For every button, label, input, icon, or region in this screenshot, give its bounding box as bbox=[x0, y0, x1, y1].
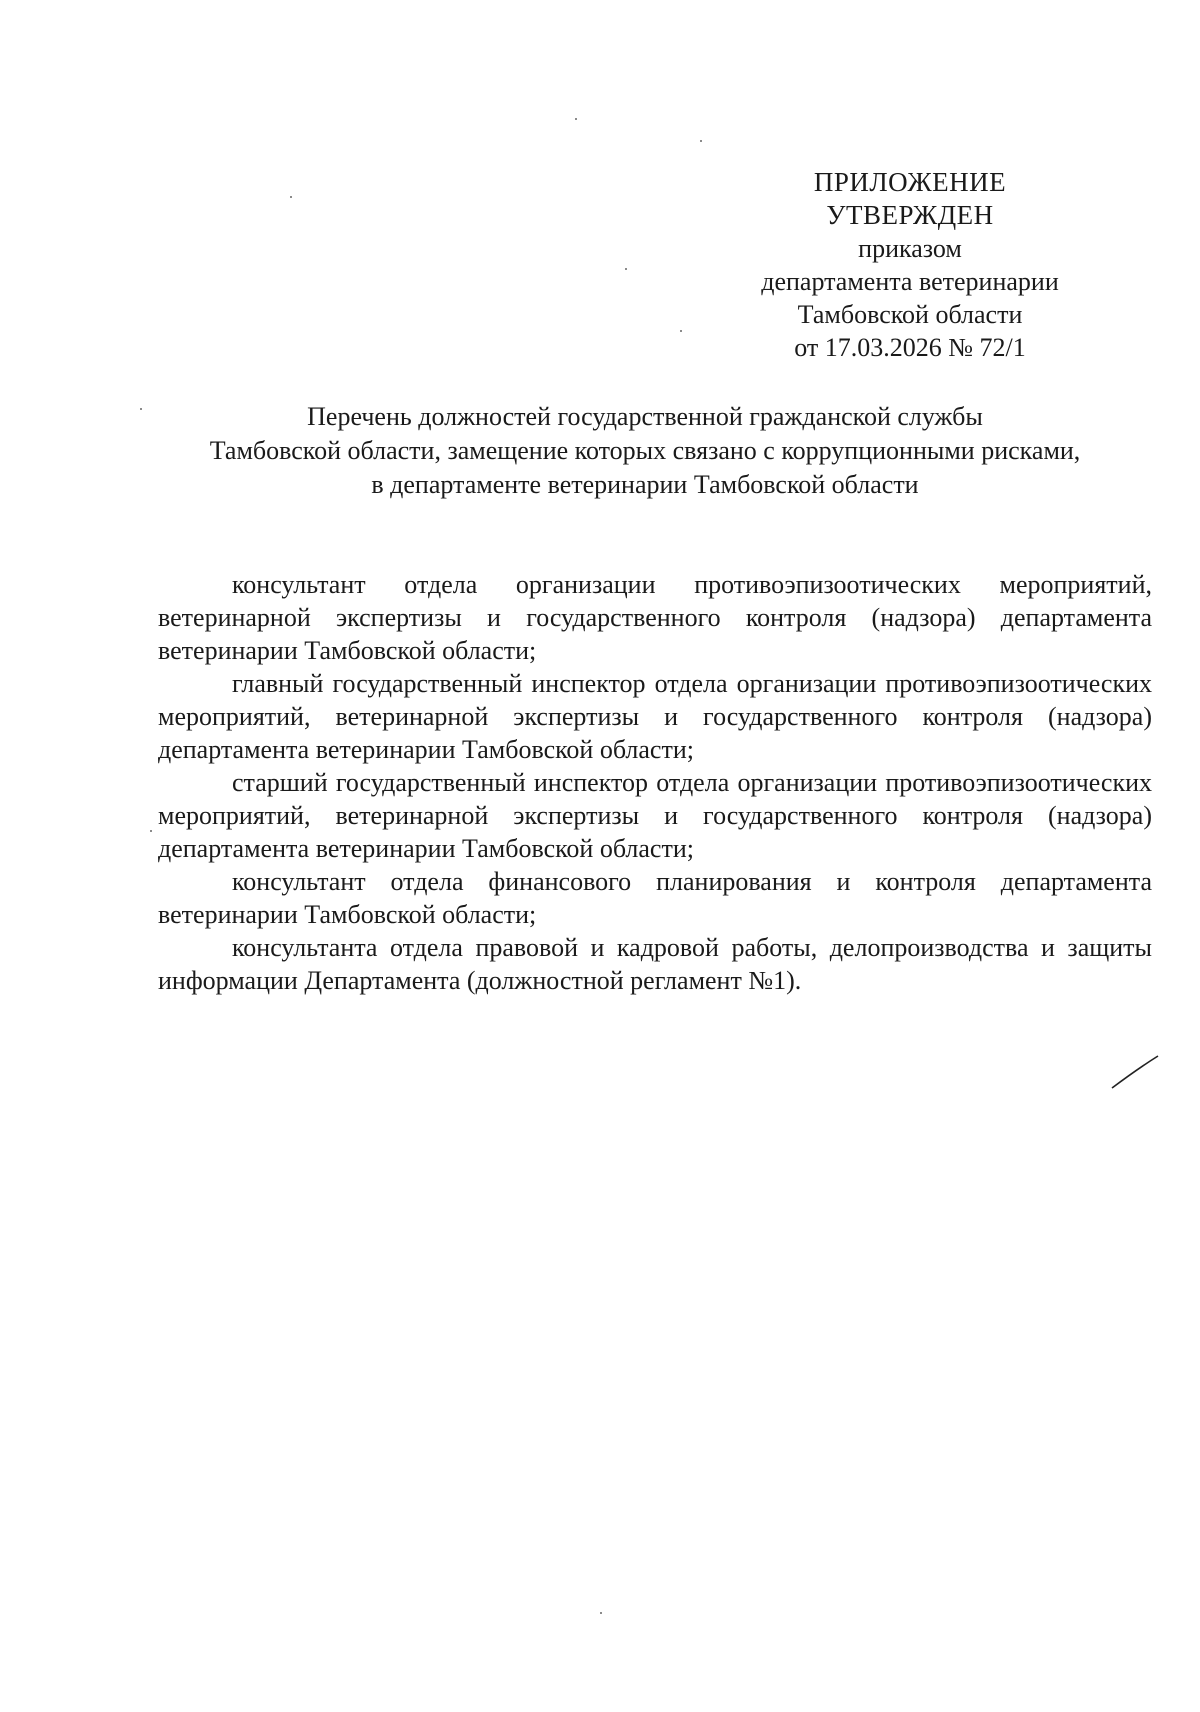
position-item: консультант отдела финансового планирования и контроля департамента ветеринарии Тамбовской области; bbox=[158, 867, 1152, 929]
order-label: приказом bbox=[858, 234, 962, 263]
region-name: Тамбовской области bbox=[797, 300, 1023, 329]
scan-speck bbox=[700, 140, 702, 142]
scan-speck bbox=[290, 196, 292, 198]
approval-block bbox=[690, 166, 1130, 364]
position-item: старший государственный инспектор отдела организации противоэпизоотических мероприятий, ветеринарной экспертизы и государственного контроля (надзора) департамента ветеринарии Тамбовской области; bbox=[158, 768, 1152, 863]
positions-list bbox=[158, 568, 1152, 997]
scan-speck bbox=[600, 1612, 602, 1614]
title-line-1: Перечень должностей государственной гражданской службы bbox=[307, 402, 983, 431]
order-date-number: от 17.03.2026 № 72/1 bbox=[794, 333, 1026, 362]
closing-slash-mark bbox=[1110, 1054, 1160, 1090]
document-title bbox=[140, 400, 1150, 502]
title-line-3: в департаменте ветеринарии Тамбовской области bbox=[371, 470, 919, 499]
scan-speck bbox=[680, 330, 682, 332]
title-line-2: Тамбовской области, замещение которых связано с коррупционными рисками, bbox=[209, 436, 1081, 465]
approved-heading: УТВЕРЖДЕН bbox=[826, 200, 994, 230]
department-name: департамента ветеринарии bbox=[761, 267, 1059, 296]
position-item: главный государственный инспектор отдела организации противоэпизоотических мероприятий, ветеринарной экспертизы и государственного контроля (надзора) департамента ветеринарии Тамбовской области; bbox=[158, 669, 1152, 764]
position-item: консультанта отдела правовой и кадровой работы, делопроизводства и защиты информации Департамента (должностной регламент №1). bbox=[158, 933, 1152, 995]
scan-speck bbox=[140, 408, 142, 410]
scan-speck bbox=[575, 118, 577, 120]
scan-speck bbox=[150, 830, 152, 832]
position-item: консультант отдела организации противоэпизоотических мероприятий, ветеринарной экспертизы и государственного контроля (надзора) департамента ветеринарии Тамбовской области; bbox=[158, 570, 1152, 665]
scan-speck bbox=[625, 268, 627, 270]
appendix-heading: ПРИЛОЖЕНИЕ bbox=[813, 167, 1007, 197]
